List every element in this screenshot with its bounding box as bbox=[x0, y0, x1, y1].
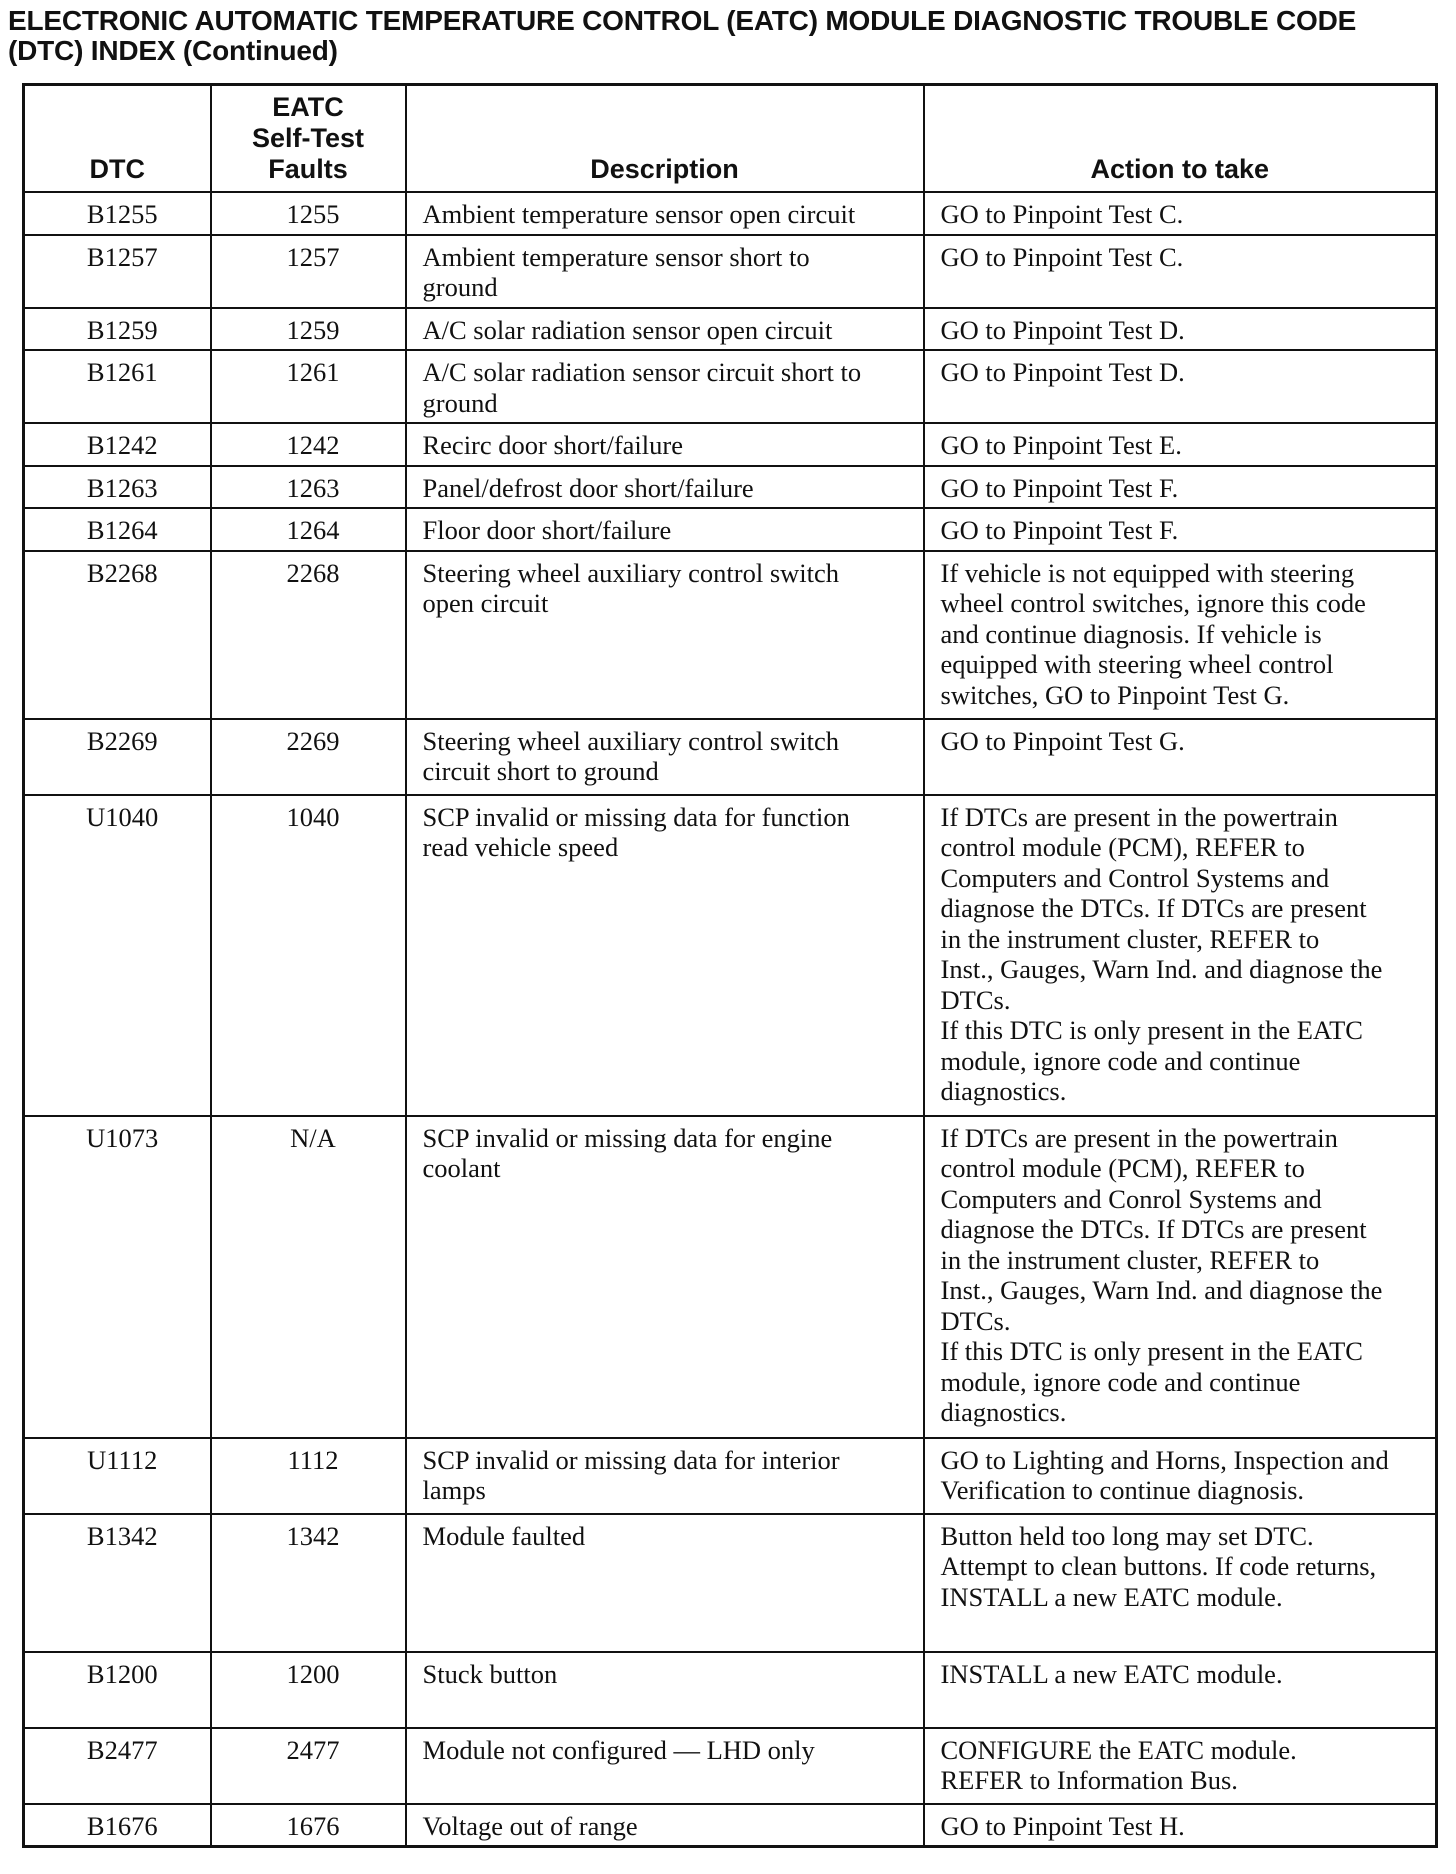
table-header-row bbox=[24, 85, 1437, 193]
self-test-fault: 2269 bbox=[211, 719, 406, 795]
description: Ambient temperature sensor short to ground bbox=[406, 235, 924, 308]
dtc-code: B1264 bbox=[24, 508, 211, 551]
page-title: ELECTRONIC AUTOMATIC TEMPERATURE CONTROL (EATC) MODULE DIAGNOSTIC TROUBLE CODE (DTC) INDEX (Continued) bbox=[8, 5, 1357, 66]
dtc-code: B1259 bbox=[24, 308, 211, 351]
action: GO to Pinpoint Test D. bbox=[924, 308, 1437, 351]
self-test-fault: 1040 bbox=[211, 795, 406, 1116]
table-row bbox=[24, 508, 1437, 551]
header-action: Action to take bbox=[924, 85, 1437, 193]
table-row bbox=[24, 1438, 1437, 1514]
dtc-code: U1112 bbox=[24, 1438, 211, 1514]
action: GO to Pinpoint Test D. bbox=[924, 350, 1437, 423]
dtc-code: B1242 bbox=[24, 423, 211, 466]
description: A/C solar radiation sensor open circuit bbox=[406, 308, 924, 351]
description: Panel/defrost door short/failure bbox=[406, 466, 924, 509]
action: GO to Pinpoint Test E. bbox=[924, 423, 1437, 466]
self-test-fault: N/A bbox=[211, 1116, 406, 1438]
table-row bbox=[24, 350, 1437, 423]
description: A/C solar radiation sensor circuit short to ground bbox=[406, 350, 924, 423]
self-test-fault: 1112 bbox=[211, 1438, 406, 1514]
action: Button held too long may set DTC. Attempt to clean buttons. If code returns, INSTALL a new EATC module. bbox=[924, 1514, 1437, 1652]
description: SCP invalid or missing data for engine coolant bbox=[406, 1116, 924, 1438]
table-row bbox=[24, 308, 1437, 351]
table-row bbox=[24, 795, 1437, 1116]
self-test-fault: 1264 bbox=[211, 508, 406, 551]
action: INSTALL a new EATC module. bbox=[924, 1652, 1437, 1728]
action: GO to Pinpoint Test G. bbox=[924, 719, 1437, 795]
description: Steering wheel auxiliary control switch open circuit bbox=[406, 551, 924, 719]
dtc-code: B1257 bbox=[24, 235, 211, 308]
self-test-fault: 1200 bbox=[211, 1652, 406, 1728]
header-dtc: DTC bbox=[24, 85, 211, 193]
table-row bbox=[24, 551, 1437, 719]
table-row bbox=[24, 466, 1437, 509]
dtc-code: B1342 bbox=[24, 1514, 211, 1652]
dtc-code: B1261 bbox=[24, 350, 211, 423]
dtc-code: U1040 bbox=[24, 795, 211, 1116]
description: Floor door short/failure bbox=[406, 508, 924, 551]
description: Module not configured — LHD only bbox=[406, 1728, 924, 1804]
table-row bbox=[24, 1728, 1437, 1804]
table-row bbox=[24, 1514, 1437, 1652]
table-row bbox=[24, 719, 1437, 795]
self-test-fault: 1257 bbox=[211, 235, 406, 308]
dtc-code: U1073 bbox=[24, 1116, 211, 1438]
action: If vehicle is not equipped with steering wheel control switches, ignore this code and continue diagnosis. If vehicle is equipped with steering wheel control switches, GO to Pinpoint Test G. bbox=[924, 551, 1437, 719]
description: SCP invalid or missing data for interior lamps bbox=[406, 1438, 924, 1514]
dtc-index-table bbox=[22, 83, 1438, 1848]
self-test-fault: 1261 bbox=[211, 350, 406, 423]
action: CONFIGURE the EATC module. REFER to Information Bus. bbox=[924, 1728, 1437, 1804]
self-test-fault: 1676 bbox=[211, 1804, 406, 1847]
action: GO to Pinpoint Test F. bbox=[924, 466, 1437, 509]
action: GO to Pinpoint Test H. bbox=[924, 1804, 1437, 1847]
action: GO to Lighting and Horns, Inspection and Verification to continue diagnosis. bbox=[924, 1438, 1437, 1514]
dtc-code: B1263 bbox=[24, 466, 211, 509]
table-row bbox=[24, 1116, 1437, 1438]
dtc-code: B1200 bbox=[24, 1652, 211, 1728]
table-row bbox=[24, 1804, 1437, 1847]
self-test-fault: 1342 bbox=[211, 1514, 406, 1652]
action: If DTCs are present in the powertrain control module (PCM), REFER to Computers and Conrol Systems and diagnose the DTCs. If DTCs are present in the instrument cluster, REFER to Inst., Gauges, Warn Ind. and diagnose the DTCs. If this DTC is only present in the EATC module, ignore code and continue diagnostics. bbox=[924, 1116, 1437, 1438]
description: SCP invalid or missing data for function read vehicle speed bbox=[406, 795, 924, 1116]
action: If DTCs are present in the powertrain control module (PCM), REFER to Computers and Control Systems and diagnose the DTCs. If DTCs are present in the instrument cluster, REFER to Inst., Gauges, Warn Ind. and diagnose the DTCs. If this DTC is only present in the EATC module, ignore code and continue diagnostics. bbox=[924, 795, 1437, 1116]
table-row bbox=[24, 423, 1437, 466]
dtc-code: B2269 bbox=[24, 719, 211, 795]
self-test-fault: 1242 bbox=[211, 423, 406, 466]
description: Ambient temperature sensor open circuit bbox=[406, 192, 924, 235]
header-self-test-faults: EATC Self-Test Faults bbox=[211, 85, 406, 193]
table-row bbox=[24, 1652, 1437, 1728]
self-test-fault: 1259 bbox=[211, 308, 406, 351]
action: GO to Pinpoint Test C. bbox=[924, 192, 1437, 235]
description: Recirc door short/failure bbox=[406, 423, 924, 466]
header-description: Description bbox=[406, 85, 924, 193]
description: Module faulted bbox=[406, 1514, 924, 1652]
dtc-code: B2477 bbox=[24, 1728, 211, 1804]
self-test-fault: 1263 bbox=[211, 466, 406, 509]
dtc-code: B2268 bbox=[24, 551, 211, 719]
dtc-code: B1676 bbox=[24, 1804, 211, 1847]
table-row bbox=[24, 235, 1437, 308]
dtc-code: B1255 bbox=[24, 192, 211, 235]
description: Steering wheel auxiliary control switch circuit short to ground bbox=[406, 719, 924, 795]
table-row bbox=[24, 192, 1437, 235]
action: GO to Pinpoint Test C. bbox=[924, 235, 1437, 308]
description: Stuck button bbox=[406, 1652, 924, 1728]
description: Voltage out of range bbox=[406, 1804, 924, 1847]
action: GO to Pinpoint Test F. bbox=[924, 508, 1437, 551]
self-test-fault: 2268 bbox=[211, 551, 406, 719]
self-test-fault: 2477 bbox=[211, 1728, 406, 1804]
self-test-fault: 1255 bbox=[211, 192, 406, 235]
